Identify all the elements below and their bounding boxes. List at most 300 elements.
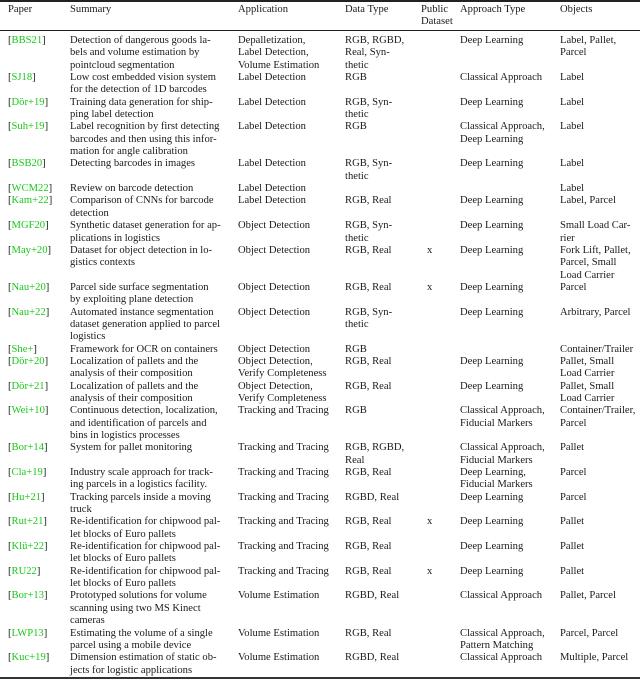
cell-objects-line: Arbitrary, Parcel (560, 306, 631, 318)
cell-summary (70, 195, 238, 220)
top-rule (0, 0, 640, 2)
bracket-close: ] (42, 467, 47, 479)
cell-data-type-line: RGB, Real (345, 627, 392, 639)
cell-application-line: Volume Estimation (238, 652, 320, 664)
cell-paper (0, 97, 70, 122)
bracket-open: [ (8, 220, 12, 232)
cell-public-dataset (421, 590, 460, 627)
citation-link[interactable]: Bor+14 (11, 442, 44, 454)
bracket-close: ] (41, 491, 45, 503)
cell-approach-type (460, 195, 560, 220)
cell-objects (560, 405, 640, 442)
cell-data-type-line: RGBD, Real (345, 652, 400, 664)
cell-summary-line: Comparison of CNNs for barcode (70, 195, 214, 207)
table-row (0, 220, 640, 245)
cell-application (238, 566, 345, 591)
bracket-close: ] (47, 244, 52, 256)
cell-approach-type (460, 590, 560, 627)
table-row (0, 97, 640, 122)
cell-summary (70, 220, 238, 245)
cell-objects (560, 442, 640, 467)
bracket-open: [ (8, 565, 12, 577)
cell-data-type (345, 516, 421, 541)
cell-data-type (345, 628, 421, 653)
citation-link[interactable]: LWP13 (11, 627, 44, 639)
literature-table (0, 3, 640, 677)
bracket-open: [ (8, 244, 12, 256)
cell-summary (70, 516, 238, 541)
cell-public-dataset (421, 307, 460, 344)
cell-summary (70, 590, 238, 627)
cell-objects-line: Parcel (560, 47, 587, 59)
cell-summary (70, 97, 238, 122)
cell-application-line: Tracking and Tracing (238, 565, 329, 577)
cell-application-line: Tracking and Tracing (238, 491, 329, 503)
table-header-row (0, 3, 640, 31)
cell-paper (0, 158, 70, 183)
cell-objects (560, 183, 640, 195)
table-row (0, 344, 640, 356)
bottom-rule (0, 677, 640, 679)
cell-paper (0, 195, 70, 220)
cell-data-type (345, 652, 421, 677)
cell-objects-line: Small Load Car- (560, 220, 631, 232)
cell-data-type-line: RGBD, Real (345, 491, 400, 503)
cell-approach-type-line: Fiducial Markers (460, 454, 533, 466)
cell-summary-line: Synthetic dataset generation for ap- (70, 220, 221, 232)
citation-link[interactable]: Nau+22 (11, 306, 46, 318)
cell-public-dataset: x (427, 244, 433, 256)
cell-objects (560, 516, 640, 541)
cell-paper (0, 344, 70, 356)
table-row (0, 245, 640, 282)
cell-data-type-line: RGB (345, 343, 367, 355)
table-row (0, 72, 640, 97)
cell-paper (0, 467, 70, 492)
cell-objects-line: Pallet (560, 516, 585, 528)
bracket-open: [ (8, 72, 12, 84)
cell-application (238, 158, 345, 183)
cell-approach-type-line: Deep Learning (460, 541, 524, 553)
table-row (0, 467, 640, 492)
cell-approach-type (460, 282, 560, 307)
cell-objects (560, 467, 640, 492)
cell-approach-type (460, 467, 560, 492)
cell-approach-type (460, 541, 560, 566)
cell-summary (70, 492, 238, 517)
header-approach-type: Approach Type (460, 4, 526, 15)
cell-summary-line: Industry scale approach for track- (70, 467, 213, 479)
cell-approach-type-line: Deep Learning, (460, 467, 526, 479)
cell-application-line: Tracking and Tracing (238, 442, 329, 454)
citation-link[interactable]: Rut+21 (11, 516, 44, 528)
bracket-close: ] (36, 565, 41, 577)
bracket-close: ] (44, 121, 49, 133)
cell-application-line: Label Detection (238, 96, 306, 108)
cell-summary-line: Parcel side surface segmentation (70, 281, 209, 293)
cell-public-dataset (421, 72, 460, 97)
cell-approach-type (460, 245, 560, 282)
cell-approach-type (460, 121, 560, 158)
citation-link[interactable]: BSB20 (11, 158, 43, 170)
cell-application (238, 282, 345, 307)
cell-summary (70, 307, 238, 344)
bracket-close: ] (45, 306, 50, 318)
cell-data-type (345, 566, 421, 591)
cell-summary-line: detection (70, 207, 109, 219)
cell-application (238, 356, 345, 381)
cell-objects-line: Parcel (560, 417, 587, 429)
table-row (0, 381, 640, 406)
cell-summary-line: dataset generation applied to parcel (70, 318, 221, 330)
cell-objects (560, 220, 640, 245)
bracket-open: [ (8, 96, 12, 108)
cell-summary-line: Dimension estimation of static ob- (70, 652, 217, 664)
cell-objects (560, 628, 640, 653)
cell-data-type-line: RGB, Syn- (345, 96, 393, 108)
cell-objects-line: rier (560, 232, 575, 244)
cell-objects-line: Parcel (560, 281, 587, 293)
cell-application (238, 652, 345, 677)
cell-summary (70, 121, 238, 158)
cell-summary-line: Prototyped solutions for volume (70, 590, 207, 602)
cell-approach-type-line: Classical Approach, (460, 627, 545, 639)
bracket-close: ] (44, 355, 49, 367)
bracket-close: ] (45, 281, 50, 293)
cell-data-type-line: RGB, Real (345, 380, 392, 392)
cell-approach-type-line: Deep Learning (460, 35, 524, 46)
cell-summary-line: gistics contexts (70, 257, 136, 269)
bracket-close: ] (44, 590, 48, 602)
bracket-close: ] (43, 516, 47, 528)
cell-summary-line: let blocks of Euro pallets (70, 528, 176, 540)
cell-objects (560, 541, 640, 566)
cell-summary (70, 566, 238, 591)
table-row (0, 307, 640, 344)
cell-summary-line: bins in logistics processes (70, 430, 180, 441)
cell-application (238, 183, 345, 195)
cell-summary (70, 628, 238, 653)
table-row (0, 405, 640, 442)
cell-summary-line: logistics (70, 331, 106, 343)
cell-public-dataset (421, 220, 460, 245)
cell-paper (0, 72, 70, 97)
cell-approach-type-line: Fiducial Markers (460, 479, 533, 491)
citation-link[interactable]: Dör+21 (11, 380, 45, 392)
header-public-line2: Dataset (421, 16, 453, 28)
header-public-line1: Public (421, 4, 449, 15)
cell-application (238, 220, 345, 245)
cell-paper (0, 121, 70, 158)
cell-summary-line: Localization of pallets and the (70, 380, 199, 392)
cell-summary-line: Training data generation for ship- (70, 96, 213, 108)
citation-link[interactable]: Cla+19 (11, 467, 43, 479)
table-row (0, 590, 640, 627)
cell-paper (0, 31, 70, 72)
table-row (0, 652, 640, 677)
cell-application-line: Label Detection, (238, 47, 309, 59)
bracket-open: [ (8, 627, 12, 639)
bracket-open: [ (8, 541, 12, 553)
cell-application-line: Object Detection (238, 306, 311, 318)
citation-link[interactable]: Dör+20 (11, 355, 45, 367)
cell-summary (70, 442, 238, 467)
cell-public-dataset (421, 158, 460, 183)
cell-approach-type-line: Classical Approach (460, 652, 543, 664)
cell-data-type-line: RGB, Real (345, 565, 392, 577)
cell-application-line: Object Detection (238, 244, 311, 256)
cell-objects-line: Fork Lift, Pallet, (560, 244, 631, 256)
cell-objects-line: Load Carrier (560, 368, 615, 380)
cell-paper (0, 356, 70, 381)
cell-approach-type (460, 516, 560, 541)
cell-summary-line: Localization of pallets and the (70, 355, 199, 367)
cell-summary-line: jects for logistic applications (70, 664, 193, 676)
bracket-open: [ (8, 380, 12, 392)
bracket-close: ] (44, 405, 49, 417)
cell-application-line: Label Detection (238, 183, 306, 195)
bracket-close: ] (45, 652, 50, 664)
cell-data-type (345, 121, 421, 158)
citation-link[interactable]: Suh+19 (11, 121, 45, 133)
cell-approach-type (460, 381, 560, 406)
cell-summary (70, 541, 238, 566)
citation-link[interactable]: BBS21 (11, 35, 43, 46)
citation-link[interactable]: Wei+10 (11, 405, 45, 417)
cell-objects-line: Label (560, 96, 585, 108)
bracket-close: ] (32, 72, 36, 84)
cell-application (238, 442, 345, 467)
cell-objects-line: Multiple, Parcel (560, 652, 629, 664)
cell-application-line: Depalletization, (238, 35, 306, 46)
table-row (0, 442, 640, 467)
cell-paper (0, 590, 70, 627)
cell-data-type-line: thetic (345, 59, 369, 71)
cell-objects (560, 344, 640, 356)
cell-data-type (345, 467, 421, 492)
bracket-close: ] (48, 183, 53, 195)
cell-application-line: Tracking and Tracing (238, 467, 329, 479)
cell-application (238, 628, 345, 653)
cell-public-dataset: x (427, 565, 433, 577)
cell-application (238, 307, 345, 344)
header-application: Application (238, 4, 289, 15)
cell-data-type-line: RGB, Real (345, 244, 392, 256)
cell-summary-line: let blocks of Euro pallets (70, 553, 176, 565)
cell-public-dataset: x (427, 516, 433, 528)
cell-objects (560, 72, 640, 97)
bracket-close: ] (42, 158, 46, 170)
header-summary: Summary (70, 4, 112, 15)
table-row (0, 121, 640, 158)
cell-data-type (345, 307, 421, 344)
cell-summary-line: System for pallet monitoring (70, 442, 193, 454)
cell-summary-line: analysis of their composition (70, 392, 193, 404)
bracket-open: [ (8, 35, 12, 46)
cell-paper (0, 442, 70, 467)
cell-public-dataset (421, 97, 460, 122)
cell-summary-line: Re-identification for chipwood pal- (70, 565, 221, 577)
citation-link[interactable]: Bor+13 (11, 590, 44, 602)
cell-approach-type-line: Deep Learning (460, 220, 524, 232)
cell-data-type-line: RGB, Real (345, 541, 392, 553)
cell-data-type (345, 245, 421, 282)
citation-link[interactable]: May+20 (11, 244, 48, 256)
citation-link[interactable]: WCM22 (11, 183, 49, 195)
table-body (0, 31, 640, 677)
bracket-open: [ (8, 467, 12, 479)
cell-objects (560, 307, 640, 344)
cell-data-type-line: RGB, Real (345, 516, 392, 528)
bracket-open: [ (8, 355, 12, 367)
cell-summary (70, 467, 238, 492)
cell-summary-line: Detection of dangerous goods la- (70, 35, 211, 46)
cell-summary-line: pointcloud segmentation (70, 59, 175, 71)
citation-link[interactable]: Nau+20 (11, 281, 46, 293)
table-row (0, 541, 640, 566)
cell-data-type-line: RGB, Syn- (345, 220, 393, 232)
citation-link[interactable]: MGF20 (11, 220, 46, 232)
cell-application-line: Volume Estimation (238, 59, 320, 71)
cell-summary (70, 381, 238, 406)
bracket-open: [ (8, 183, 12, 195)
cell-approach-type-line: Deep Learning (460, 491, 524, 503)
citation-link[interactable]: She+ (11, 343, 34, 355)
cell-application-line: Object Detection, (238, 355, 313, 367)
cell-application-line: Volume Estimation (238, 590, 320, 602)
table-row (0, 282, 640, 307)
cell-approach-type-line: Deep Learning (460, 306, 524, 318)
cell-objects-line: Label (560, 121, 585, 133)
cell-data-type-line: RGB, Real (345, 467, 392, 479)
cell-data-type (345, 492, 421, 517)
citation-link[interactable]: RU22 (11, 565, 37, 577)
cell-approach-type (460, 72, 560, 97)
bracket-close: ] (33, 343, 37, 355)
cell-approach-type-line: Classical Approach (460, 590, 543, 602)
cell-objects-line: Pallet, Small (560, 380, 615, 392)
table-row (0, 158, 640, 183)
cell-summary-line: parcel using a mobile device (70, 639, 192, 651)
cell-data-type-line: RGB, Real (345, 355, 392, 367)
cell-application (238, 31, 345, 72)
bracket-close: ] (44, 96, 49, 108)
cell-objects (560, 195, 640, 220)
cell-summary (70, 183, 238, 195)
cell-data-type-line: RGB (345, 121, 367, 133)
table-row (0, 492, 640, 517)
cell-objects-line: Container/Trailer (560, 343, 634, 355)
cell-approach-type (460, 220, 560, 245)
citation-link[interactable]: Dör+19 (11, 96, 45, 108)
cell-summary (70, 405, 238, 442)
cell-application-line: Label Detection (238, 72, 306, 84)
cell-application (238, 72, 345, 97)
cell-summary-line: Label recognition by first detecting (70, 121, 220, 133)
cell-objects-line: Pallet (560, 565, 585, 577)
cell-application-line: Verify Completeness (238, 368, 327, 380)
cell-data-type (345, 442, 421, 467)
cell-data-type-line: RGB, Syn- (345, 306, 393, 318)
cell-summary-line: for the detection of 1D barcodes (70, 84, 207, 96)
citation-link[interactable]: Kuc+19 (11, 652, 46, 664)
cell-paper (0, 516, 70, 541)
cell-approach-type-line: Deep Learning (460, 516, 524, 528)
bracket-open: [ (8, 491, 12, 503)
cell-approach-type-line: Deep Learning (460, 281, 524, 293)
cell-summary-line: Review on barcode detection (70, 183, 194, 195)
cell-application (238, 516, 345, 541)
cell-approach-type (460, 652, 560, 677)
cell-data-type-line: RGBD, Real (345, 590, 400, 602)
cell-objects-line: Parcel, Parcel (560, 627, 619, 639)
cell-data-type (345, 282, 421, 307)
header-paper: Paper (8, 4, 33, 15)
cell-summary-line: Re-identification for chipwood pal- (70, 516, 221, 528)
cell-summary-line: cameras (70, 615, 105, 627)
cell-paper (0, 652, 70, 677)
cell-application (238, 97, 345, 122)
cell-summary (70, 31, 238, 72)
cell-data-type (345, 541, 421, 566)
cell-paper (0, 405, 70, 442)
bracket-open: [ (8, 405, 12, 417)
citation-link[interactable]: SJ18 (11, 72, 33, 84)
cell-data-type (345, 381, 421, 406)
cell-data-type-line: thetic (345, 109, 369, 121)
cell-data-type-line: RGB, Real (345, 195, 392, 207)
cell-data-type-line: RGB, Syn- (345, 158, 393, 170)
cell-objects-line: Load Carrier (560, 392, 615, 404)
table-row (0, 183, 640, 195)
bracket-open: [ (8, 590, 12, 602)
cell-paper (0, 541, 70, 566)
cell-summary-line: ing parcels in a logistics facility. (70, 479, 207, 491)
cell-summary-line: plications in logistics (70, 232, 161, 244)
cell-application-line: Volume Estimation (238, 627, 320, 639)
cell-approach-type-line: Deep Learning (460, 96, 524, 108)
cell-application-line: Object Detection (238, 281, 311, 293)
cell-paper (0, 492, 70, 517)
cell-public-dataset (421, 344, 460, 356)
cell-data-type (345, 405, 421, 442)
citation-link[interactable]: Kam+22 (11, 195, 49, 207)
cell-paper (0, 566, 70, 591)
citation-link[interactable]: Hu+21 (11, 491, 42, 503)
cell-public-dataset (421, 405, 460, 442)
cell-paper (0, 307, 70, 344)
cell-objects-line: Parcel, Small (560, 257, 617, 269)
citation-link[interactable]: Klü+22 (11, 541, 44, 553)
header-objects: Objects (560, 4, 593, 15)
cell-objects-line: Container/Trailer, (560, 405, 636, 417)
cell-objects (560, 31, 640, 72)
cell-approach-type-line: Classical Approach, (460, 442, 545, 454)
cell-objects-line: Label (560, 72, 585, 84)
cell-approach-type (460, 31, 560, 72)
cell-application (238, 405, 345, 442)
cell-approach-type-line: Deep Learning (460, 158, 524, 170)
cell-summary (70, 72, 238, 97)
cell-application-line: Label Detection (238, 121, 306, 133)
cell-objects-line: Load Carrier (560, 269, 615, 281)
cell-paper (0, 183, 70, 195)
cell-approach-type-line: Deep Learning (460, 133, 524, 145)
cell-objects (560, 590, 640, 627)
cell-approach-type-line: Pattern Matching (460, 639, 534, 651)
cell-public-dataset (421, 628, 460, 653)
cell-summary-line: Low cost embedded vision system (70, 72, 216, 84)
